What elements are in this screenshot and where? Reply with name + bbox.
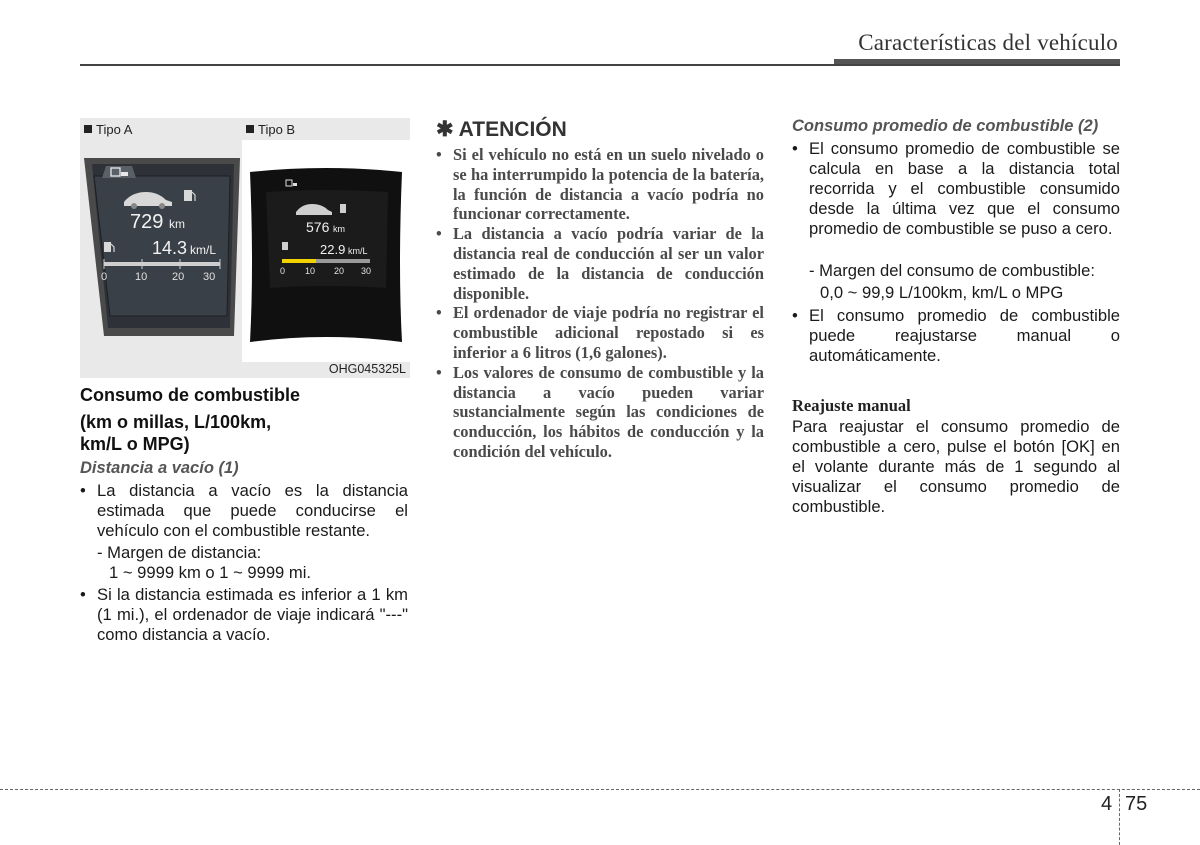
range-unit-a: km — [169, 217, 185, 231]
list-item: • La distancia a vacío podría variar de la distancia real de conducción al ser un valor estimado de la distancia de conducción disponible. — [436, 224, 764, 303]
fuel-unit-b: km/L — [348, 246, 368, 256]
type-b-label — [246, 122, 295, 137]
chapter-number: 4 — [1101, 793, 1113, 815]
scale-b-0: 0 — [280, 266, 286, 276]
subhead-average: Consumo promedio de combustible (2) — [792, 117, 1099, 135]
list-item: • El consumo promedio de combustible se calcula en base a la distancia total recorrida y el combustible consumido desde la última vez que el consumo promedio de combustible se puso a cero. — [792, 139, 1120, 239]
subhead-range: Distancia a vacío (1) — [80, 459, 239, 477]
scale-b-2: 20 — [334, 266, 345, 276]
consumption-margin-value: 0,0 ~ 99,9 L/100km, km/L o MPG — [820, 283, 1064, 302]
asterisk-icon: ✱ — [436, 118, 454, 141]
display-illustrations — [80, 118, 410, 378]
right-bullet-list-2 — [792, 306, 1120, 366]
image-code: OHG045325L — [328, 362, 406, 376]
fuel-value-a: 14.3 — [152, 238, 188, 258]
scale-a-0: 0 — [101, 271, 108, 283]
footer-dashed-divider — [1119, 789, 1120, 845]
list-item: • La distancia a vacío es la distancia estimada que puede conducirse el vehículo con el combustible restante. — [80, 481, 408, 541]
attention-title: ATENCIÓN — [458, 118, 567, 141]
attention-list — [436, 145, 764, 462]
heading-line3: km/L o MPG) — [80, 434, 190, 454]
range-value-b: 576 — [306, 219, 330, 235]
right-bullet-list-1 — [792, 139, 1120, 239]
fuel-unit-a: km/L — [190, 243, 217, 257]
header-rule — [80, 64, 1120, 66]
type-b-label-text: Tipo B — [258, 122, 296, 137]
fuel-value-b: 22.9 — [320, 242, 346, 257]
scale-b-3: 30 — [361, 266, 372, 276]
square-bullet-icon — [84, 125, 92, 133]
list-item: • El consumo promedio de combustible puede reajustarse manual o automáticamente. — [792, 306, 1120, 366]
distance-margin-value: 1 ~ 9999 km o 1 ~ 9999 mi. — [109, 563, 312, 582]
list-item: • Si el vehículo no está en un suelo nivelado o se ha interrumpido la potencia de la batería, la función de distancia a vacío podría no funcionar correctamente. — [436, 145, 764, 224]
section-title: Características del vehículo — [858, 30, 1118, 55]
type-a-label-text: Tipo A — [96, 122, 133, 137]
page-number: 75 — [1125, 793, 1148, 815]
heading-line1: Consumo de combustible — [80, 385, 301, 405]
type-a-label — [84, 122, 132, 137]
footer-dashed-rule — [0, 789, 1200, 790]
left-bullet-list-1 — [80, 481, 408, 541]
left-bullet-list-2 — [80, 585, 408, 645]
range-value-a: 729 — [130, 211, 164, 233]
distance-margin-label: - Margen de distancia: — [97, 543, 262, 562]
list-item: • Los valores de consumo de combustible y la distancia a vacío pueden variar sustancialmente según las condiciones de conducción, los hábitos de conducción y la condición del vehículo. — [436, 363, 764, 462]
scale-a-2: 20 — [172, 271, 185, 283]
consumption-margin-label: - Margen del consumo de combustible: — [809, 261, 1095, 280]
type-b-display — [242, 140, 410, 362]
scale-a-1: 10 — [135, 271, 148, 283]
scale-a-3: 30 — [203, 271, 216, 283]
fuel-pump-icon-b2 — [282, 242, 288, 250]
heading-line2: (km o millas, L/100km, — [80, 412, 272, 432]
square-bullet-icon — [246, 125, 254, 133]
reset-heading: Reajuste manual — [792, 396, 911, 415]
reset-paragraph: Para reajustar el consumo promedio de combustible a cero, pulse el botón [OK] en el volante durante más de 1 segundo al visualizar el consumo promedio de combustible. — [792, 417, 1120, 516]
range-unit-b: km — [333, 224, 345, 234]
instrument-display-figure — [80, 118, 410, 378]
scale-b-1: 10 — [305, 266, 316, 276]
list-item: • El ordenador de viaje podría no registrar el combustible adicional repostado si es inferior a 6 litros (1,6 galones). — [436, 303, 764, 362]
list-item: • Si la distancia estimada es inferior a 1 km (1 mi.), el ordenador de viaje indicará "---" como distancia a vacío. — [80, 585, 408, 645]
type-a-display — [84, 158, 240, 336]
attention-heading — [436, 117, 567, 142]
fuel-pump-icon-b1 — [340, 204, 346, 213]
